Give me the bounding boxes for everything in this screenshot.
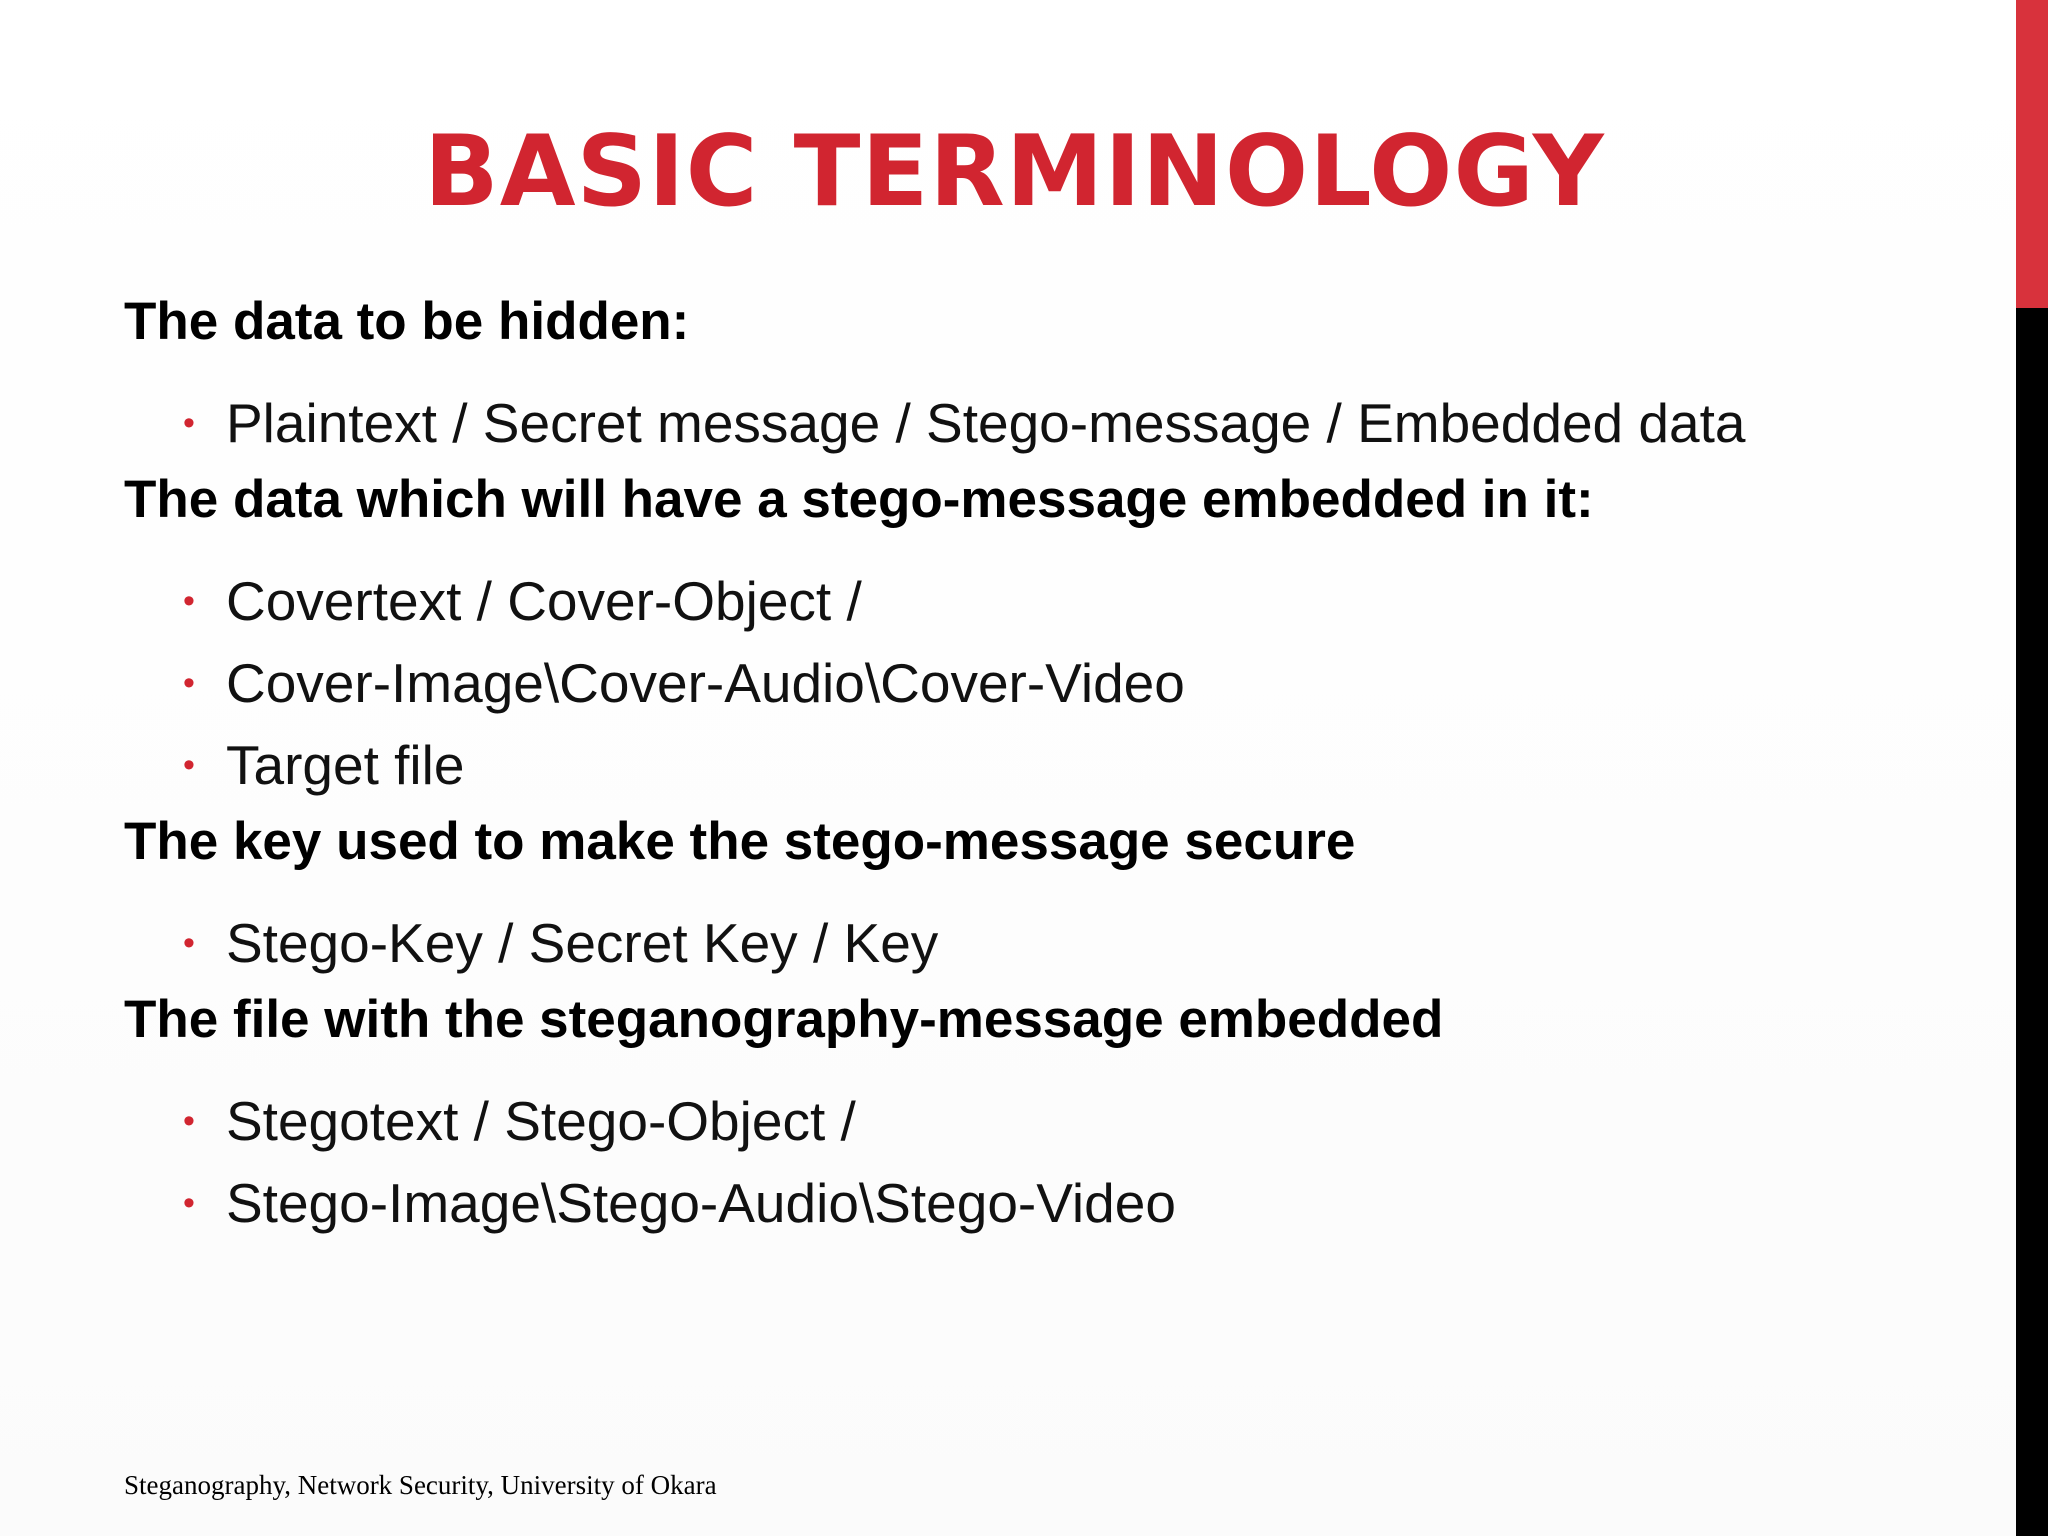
bullet-list bbox=[124, 382, 1984, 464]
bullet-dot-icon: • bbox=[183, 1184, 195, 1222]
bullet-item bbox=[124, 642, 1984, 724]
section-heading-cover-data: The data which will have a stego-message embedded in it: bbox=[124, 470, 1594, 529]
slide-title: BASIC TERMINOLOGY bbox=[424, 115, 1605, 229]
bullet-text: Stegotext / Stego-Object / bbox=[226, 1090, 856, 1152]
section-heading-stego-file: The file with the steganography-message embedded bbox=[124, 990, 1444, 1049]
bullet-item bbox=[124, 1080, 1984, 1162]
bullet-text: Covertext / Cover-Object / bbox=[226, 570, 862, 632]
slide-body bbox=[124, 286, 1984, 1244]
bullet-list bbox=[124, 1080, 1984, 1244]
bullet-item bbox=[124, 724, 1984, 806]
bullet-item bbox=[124, 902, 1984, 984]
bullet-item bbox=[124, 1162, 1984, 1244]
bullet-dot-icon: • bbox=[183, 664, 195, 702]
bullet-dot-icon: • bbox=[183, 746, 195, 784]
side-accent-bar-red bbox=[2016, 0, 2048, 308]
bullet-dot-icon: • bbox=[183, 1102, 195, 1140]
bullet-dot-icon: • bbox=[183, 582, 195, 620]
bullet-text: Cover-Image\Cover-Audio\Cover-Video bbox=[226, 652, 1185, 714]
section-heading-hidden-data: The data to be hidden: bbox=[124, 292, 690, 351]
bullet-text: Stego-Key / Secret Key / Key bbox=[226, 912, 939, 974]
bullet-list bbox=[124, 560, 1984, 806]
bullet-dot-icon: • bbox=[183, 924, 195, 962]
section-heading-stego-key: The key used to make the stego-message secure bbox=[124, 812, 1356, 871]
bullet-list bbox=[124, 902, 1984, 984]
bullet-text: Stego-Image\Stego-Audio\Stego-Video bbox=[226, 1172, 1176, 1234]
bullet-text: Plaintext / Secret message / Stego-message / Embedded data bbox=[226, 392, 1746, 454]
bullet-text: Target file bbox=[226, 734, 465, 796]
side-accent-bar-black bbox=[2016, 308, 2048, 1536]
bullet-dot-icon: • bbox=[183, 404, 195, 442]
bullet-item bbox=[124, 560, 1984, 642]
bullet-item bbox=[124, 382, 1984, 464]
slide-footer: Steganography, Network Security, University of Okara bbox=[124, 1470, 717, 1500]
